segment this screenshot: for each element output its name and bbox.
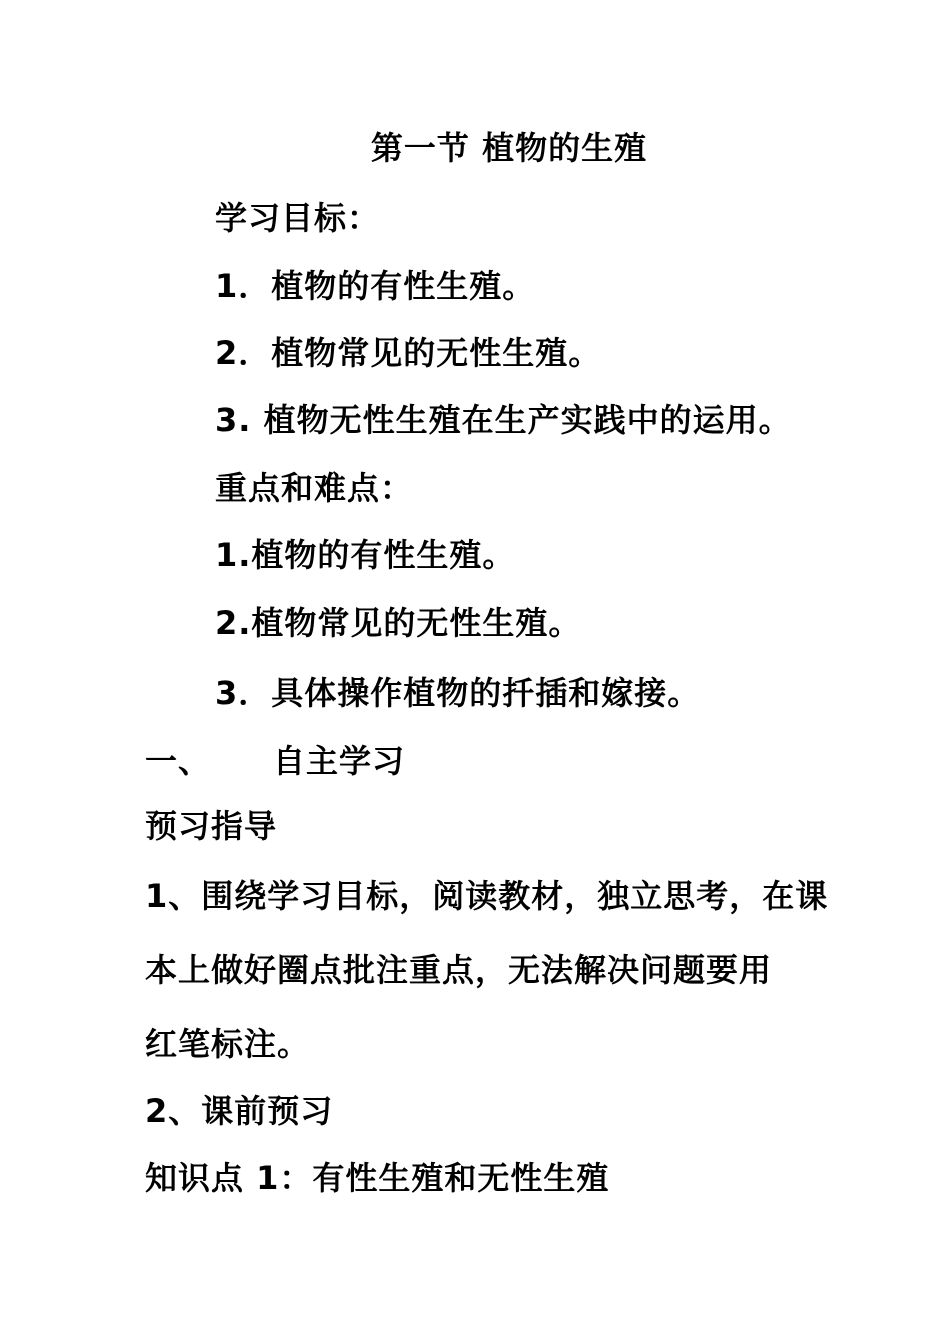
key-point-item-1: 1.植物的有性生殖。 bbox=[215, 536, 516, 574]
paragraph-line-2: 本上做好圈点批注重点，无法解决问题要用 bbox=[145, 951, 773, 989]
section-title: 自主学习 bbox=[273, 742, 406, 780]
key-points-heading: 重点和难点： bbox=[215, 469, 414, 507]
page-title: 第一节 植物的生殖 bbox=[370, 129, 648, 167]
key-point-item-3: 3．具体操作植物的扦插和嫁接。 bbox=[215, 674, 701, 712]
paragraph-line-3: 红笔标注。 bbox=[145, 1025, 311, 1063]
knowledge-point-heading: 知识点 1：有性生殖和无性生殖 bbox=[145, 1159, 610, 1197]
objective-item-3: 3. 植物无性生殖在生产实践中的运用。 bbox=[215, 401, 792, 439]
objective-item-1: 1．植物的有性生殖。 bbox=[215, 267, 536, 305]
preview-guide-heading: 预习指导 bbox=[145, 807, 278, 845]
objectives-heading: 学习目标： bbox=[215, 199, 381, 237]
paragraph-line-1: 1、围绕学习目标，阅读教材，独立思考，在课 bbox=[145, 877, 829, 915]
section-number: 一、 bbox=[145, 742, 212, 780]
pre-class-heading: 2、课前预习 bbox=[145, 1092, 334, 1130]
objective-item-2: 2．植物常见的无性生殖。 bbox=[215, 334, 602, 372]
key-point-item-2: 2.植物常见的无性生殖。 bbox=[215, 604, 582, 642]
section-heading bbox=[145, 741, 405, 781]
